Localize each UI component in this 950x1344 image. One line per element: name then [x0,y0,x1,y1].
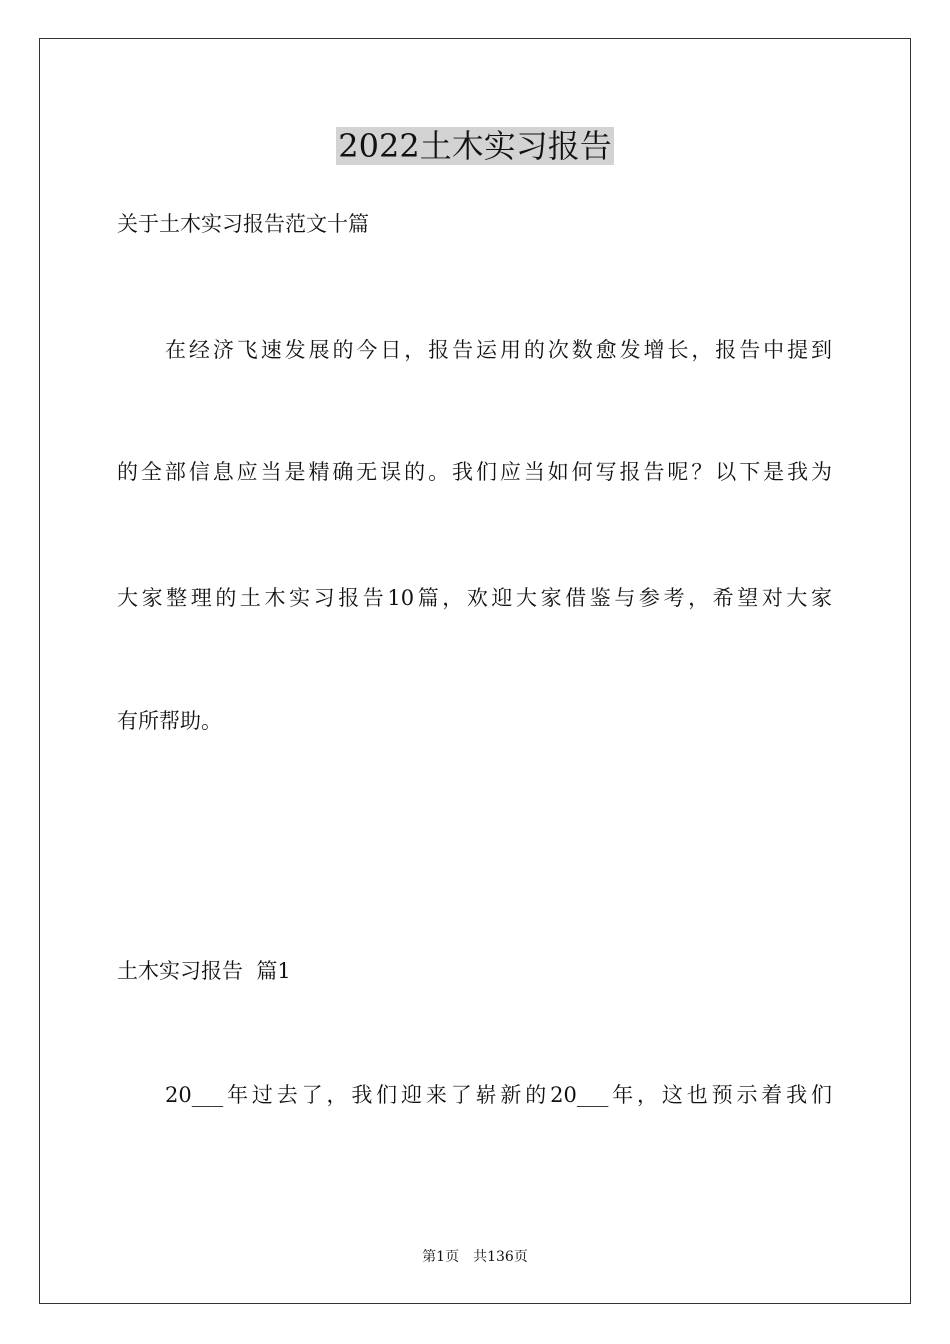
document-subtitle: 关于土木实习报告范文十篇 [117,212,369,236]
document-title-text: 2022土木实习报告 [338,127,612,165]
document-title [0,124,950,168]
paragraph-line: 大家整理的土木实习报告10篇，欢迎大家借鉴与参考，希望对大家 [117,586,832,610]
page-footer [0,1247,950,1267]
section-heading: 土木实习报告 篇1 [117,959,291,983]
page-number: 第1页 [422,1249,460,1265]
paragraph-line: 有所帮助。 [117,709,222,733]
page-total: 共136页 [473,1249,528,1265]
paragraph-line: 的全部信息应当是精确无误的。我们应当如何写报告呢？以下是我为 [117,460,832,484]
paragraph-line: 在经济飞速发展的今日，报告运用的次数愈发增长，报告中提到 [165,338,832,362]
paragraph-line: 20___年过去了，我们迎来了崭新的20___年，这也预示着我们 [165,1083,832,1107]
